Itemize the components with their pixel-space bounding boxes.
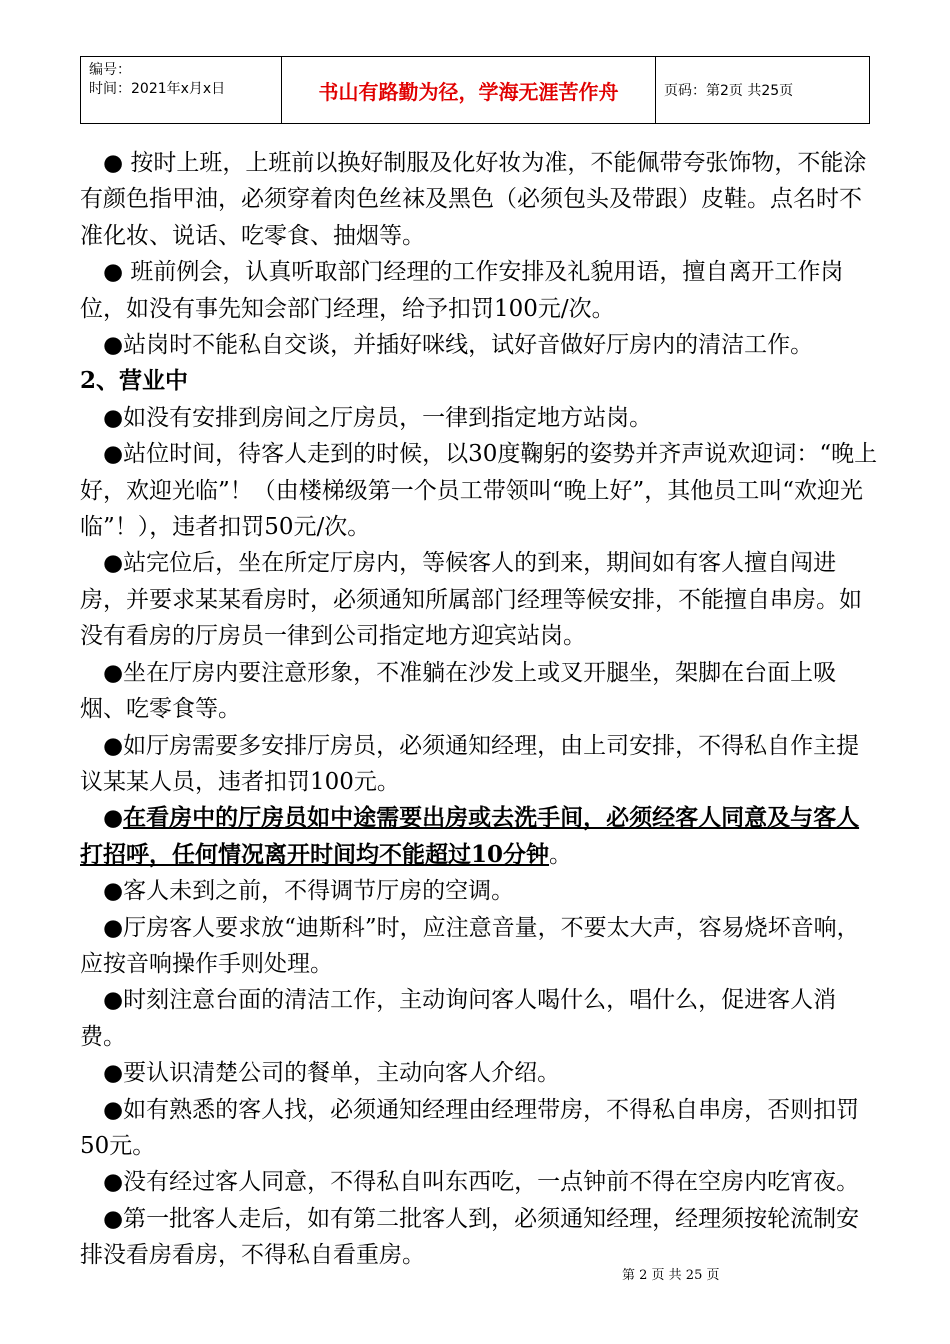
paragraph: ●第一批客人走后，如有第二批客人到，必须通知经理，经理须按轮流制安排没看房看房，不得私自看重房。	[80, 1205, 860, 1269]
bullet: ●	[103, 805, 124, 832]
bold-underlined-paragraph	[80, 800, 880, 873]
paragraph: ●如有熟悉的客人找，必须通知经理由经理带房，不得私自串房，否则扣罚50元。	[80, 1096, 860, 1159]
paragraph: ●没有经过客人同意，不得私自叫东西吃，一点钟前不得在空房内吃宵夜。	[103, 1169, 860, 1196]
section-title: 2、营业中	[80, 367, 189, 395]
header-motto: 书山有路勤为径，学海无涯苦作舟	[282, 57, 656, 123]
header-left-cell	[81, 57, 282, 123]
paragraph: ●时刻注意台面的清洁工作，主动询问客人喝什么，唱什么，促进客人消费。	[80, 987, 837, 1050]
emphasized-text: 在看房中的厅房员如中途需要出房或去洗手间，必须经客人同意及与客人打招呼，任何情况离开时间均不能超过10分钟	[80, 804, 860, 868]
paragraph: ● 班前例会，认真听取部门经理的工作安排及礼貌用语，擅自离开工作岗位，如没有事先知会部门经理，给予扣罚100元/次。	[80, 259, 844, 322]
paragraph: ●坐在厅房内要注意形象，不准躺在沙发上或叉开腿坐，架脚在台面上吸烟、吃零食等。	[80, 659, 837, 723]
header-page-info: 页码：第2页 共25页	[664, 83, 794, 99]
paragraph: ●客人未到之前，不得调节厅房的空调。	[103, 878, 515, 905]
paragraph: ● 按时上班，上班前以换好制服及化好妆为准，不能佩带夸张饰物，不能涂有颜色指甲油，必须穿着肉色丝袜及黑色（必须包头及带跟）皮鞋。点名时不准化妆、说话、吃零食、抽烟等。	[80, 150, 867, 249]
document-number-label: 编号：	[89, 62, 131, 78]
paragraph: ●站位时间，待客人走到的时候，以30度鞠躬的姿势并齐声说欢迎词：“晚上好，欢迎光临”！（由楼梯级第一个员工带领叫“晚上好”，其他员工叫“欢迎光临”！），违者扣罚50元/次。	[80, 441, 878, 541]
paragraph: ●要认识清楚公司的餐单，主动向客人介绍。	[103, 1060, 561, 1087]
paragraph: ●如厅房需要多安排厅房员，必须通知经理，由上司安排，不得私自作主提议某某人员，违者扣罚100元。	[80, 732, 860, 795]
paragraph: ●厅房客人要求放“迪斯科”时，应注意音量，不要太大声，容易烧坏音响，应按音响操作手则处理。	[80, 914, 860, 977]
document-time-label: 时间：2021年x月x日	[89, 81, 226, 97]
paragraph-end: 。	[549, 841, 573, 868]
paragraph: ●如没有安排到房间之厅房员，一律到指定地方站岗。	[103, 404, 653, 431]
page-footer: 第 2 页 共 25 页	[622, 1268, 720, 1283]
body-text	[80, 145, 880, 1274]
paragraph: ●站完位后，坐在所定厅房内，等候客人的到来，期间如有客人擅自闯进房，并要求某某看房时，必须通知所属部门经理等候安排，不能擅自串房。如没有看房的厅房员一律到公司指定地方迎宾站岗。	[80, 550, 862, 650]
header-table	[80, 56, 870, 124]
paragraph: ●站岗时不能私自交谈，并插好咪线，试好音做好厅房内的清洁工作。	[103, 332, 814, 359]
